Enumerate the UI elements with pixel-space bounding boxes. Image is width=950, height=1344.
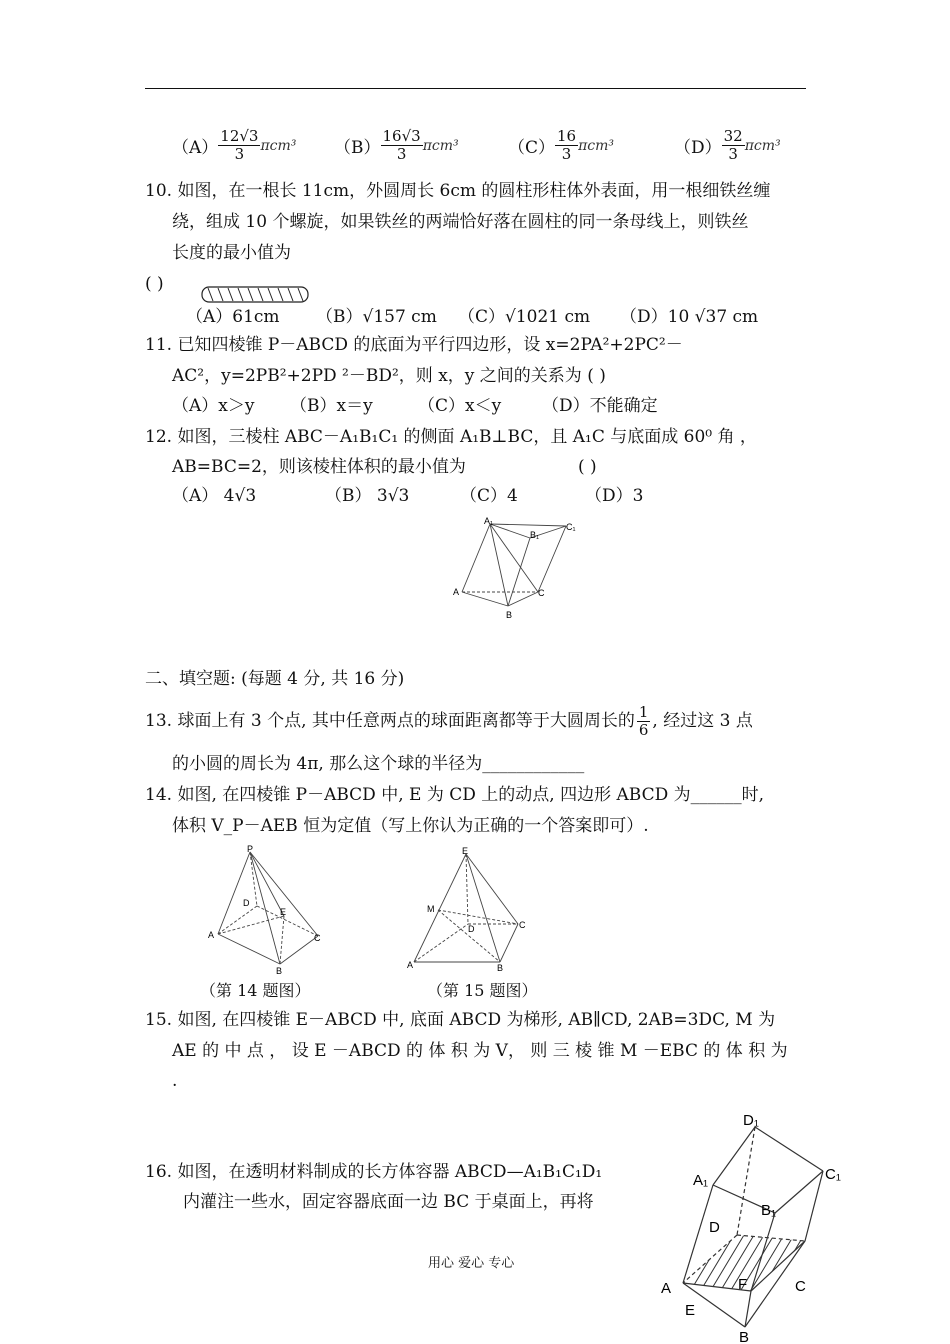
header-rule	[145, 88, 806, 89]
caption-fig15: （第 15 题图）	[427, 981, 538, 1000]
unit: πcm³	[422, 138, 459, 154]
frac-num: 12√3	[220, 127, 259, 145]
q12-option-a: （A） 4√3	[172, 486, 257, 506]
q11-line2: AC²，y=2PB²+2PD ²－BD²，则 x，y 之间的关系为 ( )	[172, 366, 606, 386]
q10-option-c: （C）√1021 cm	[458, 307, 591, 327]
q11-option-c: （C）x＜y	[418, 396, 502, 416]
label-d: D	[709, 1219, 720, 1236]
q16-line2: 内灌注一些水，固定容器底面一边 BC 于桌面上，再将	[183, 1192, 594, 1212]
page-footer: 用心 爱心 专心	[428, 1256, 515, 1271]
q13-line2: 的小圆的周长为 4π, 那么这个球的半径为____________	[172, 754, 585, 774]
option-label: （D）	[674, 138, 722, 158]
q13-tail: , 经过这 3 点	[652, 711, 753, 731]
option-label: （A）	[172, 138, 219, 158]
water-hatch	[785, 1225, 830, 1300]
q12-paren: ( )	[578, 457, 597, 477]
label-c: C	[314, 933, 321, 943]
q14-line1: 14. 如图, 在四棱锥 P－ABCD 中, E 为 CD 上的动点, 四边形 ABCD 为______时,	[145, 785, 765, 805]
label-m: M	[427, 904, 435, 914]
label-p: P	[247, 844, 254, 854]
label-e: E	[280, 907, 287, 917]
label-e: E	[462, 846, 469, 856]
frac-num: 32	[723, 127, 743, 145]
spiral-turn	[268, 288, 273, 301]
label-b: B	[497, 963, 504, 973]
q12-option-b: （B） 3√3	[325, 486, 410, 506]
label-e: E	[685, 1302, 696, 1319]
label-a: A	[208, 930, 215, 940]
frac-den: 3	[561, 145, 572, 163]
q11-line1: 11. 已知四棱锥 P－ABCD 的底面为平行四边形，设 x=2PA²+2PC²－	[145, 335, 683, 355]
spiral-turn	[298, 288, 303, 301]
frac-num: 16√3	[382, 127, 421, 145]
label-b1: B₁	[530, 530, 540, 540]
q11-option-b: （B）x＝y	[290, 396, 373, 416]
q13-line1	[145, 704, 753, 739]
q12-line1: 12. 如图，三棱柱 ABC－A₁B₁C₁ 的侧面 A₁B⊥BC，且 A₁C 与底面成 60⁰ 角 ，	[145, 427, 757, 447]
frac-num: 1	[638, 703, 649, 721]
label-b: B	[739, 1329, 750, 1344]
frac-den: 6	[638, 721, 649, 739]
q15-line1: 15. 如图, 在四棱锥 E－ABCD 中, 底面 ABCD 为梯形, AB∥CD, 2AB=3DC, M 为	[145, 1010, 776, 1030]
label-a1: A₁	[693, 1172, 709, 1189]
label-b1: B₁	[761, 1202, 777, 1219]
q10-paren: ( )	[145, 274, 164, 294]
frac-num: 16	[557, 127, 577, 145]
q12-option-c: （C）4	[460, 486, 518, 506]
prism-figure	[448, 512, 588, 622]
q10-line3: 长度的最小值为	[172, 243, 291, 263]
section-heading: 二、填空题: (每题 4 分, 共 16 分)	[145, 669, 405, 689]
label-d1: D₁	[743, 1112, 759, 1129]
label-d: D	[468, 924, 475, 934]
frac-den: 3	[728, 145, 738, 163]
label-c1: C₁	[825, 1166, 841, 1183]
frac-den: 3	[396, 145, 407, 163]
label-c1: C₁	[566, 522, 576, 532]
q9-option-a	[172, 128, 322, 163]
spiral-turn	[208, 288, 213, 301]
water-hatch	[805, 1225, 850, 1300]
spiral-turn	[238, 288, 243, 301]
spiral-turn	[258, 288, 263, 301]
caption-fig14: （第 14 题图）	[200, 981, 311, 1000]
q12-line2: AB=BC=2，则该棱柱体积的最小值为	[172, 457, 466, 477]
label-a1: A₁	[484, 516, 494, 526]
label-a: A	[453, 587, 460, 597]
pyramid-figure-14	[200, 844, 330, 974]
label-b: B	[506, 610, 513, 620]
q12-option-d: （D）3	[585, 486, 644, 506]
q10-line1: 10. 如图，在一根长 11cm，外圆周长 6cm 的圆柱形柱体外表面，用一根细铁丝缠	[145, 181, 771, 201]
q10-option-d: （D）10 √37 cm	[620, 307, 759, 327]
label-b: B	[276, 966, 283, 974]
water-hatch	[755, 1225, 800, 1300]
q10-line2: 绕，组成 10 个螺旋，如果铁丝的两端恰好落在圆柱的同一条母线上，则铁丝	[172, 212, 749, 232]
q14-line2: 体积 V_P－AEB 恒为定值（写上你认为正确的一个答案即可）.	[172, 816, 649, 836]
pyramid-figure-15	[400, 844, 540, 974]
label-c: C	[519, 920, 526, 930]
frac-den: 3	[234, 145, 245, 163]
q9-option-c	[508, 128, 658, 163]
water-hatch	[815, 1225, 850, 1300]
spiral-turn	[218, 288, 223, 301]
q10-option-b: （B）√157 cm	[316, 307, 437, 327]
label-f: F	[738, 1276, 748, 1293]
q13-text: 13. 球面上有 3 个点, 其中任意两点的球面距离都等于大圆周长的	[145, 711, 635, 731]
q11-option-d: （D）不能确定	[542, 396, 658, 416]
q9-option-b	[334, 128, 494, 163]
q9-option-d	[674, 128, 824, 163]
q16-line1: 16. 如图，在透明材料制成的长方体容器 ABCD—A₁B₁C₁D₁	[145, 1162, 603, 1182]
unit: πcm³	[578, 138, 615, 154]
label-a: A	[407, 960, 414, 970]
label-d: D	[243, 898, 250, 908]
spiral-turn	[288, 288, 293, 301]
container-figure	[655, 1105, 850, 1344]
label-c: C	[538, 588, 545, 598]
option-label: （C）	[508, 138, 556, 158]
option-label: （B）	[334, 138, 381, 158]
unit: πcm³	[744, 138, 781, 154]
spiral-turn	[248, 288, 253, 301]
q15-line2: AE 的 中 点 ， 设 E －ABCD 的 体 积 为 V， 则 三 棱 锥 M －EBC 的 体 积 为	[172, 1041, 788, 1061]
spiral-turn	[278, 288, 283, 301]
q15-line3: .	[172, 1071, 178, 1091]
q11-option-a: （A）x＞y	[172, 396, 255, 416]
unit: πcm³	[260, 138, 297, 154]
label-a: A	[661, 1280, 672, 1297]
q10-option-a: （A）61cm	[186, 307, 280, 327]
label-c: C	[795, 1278, 806, 1295]
spiral-turn	[228, 288, 233, 301]
